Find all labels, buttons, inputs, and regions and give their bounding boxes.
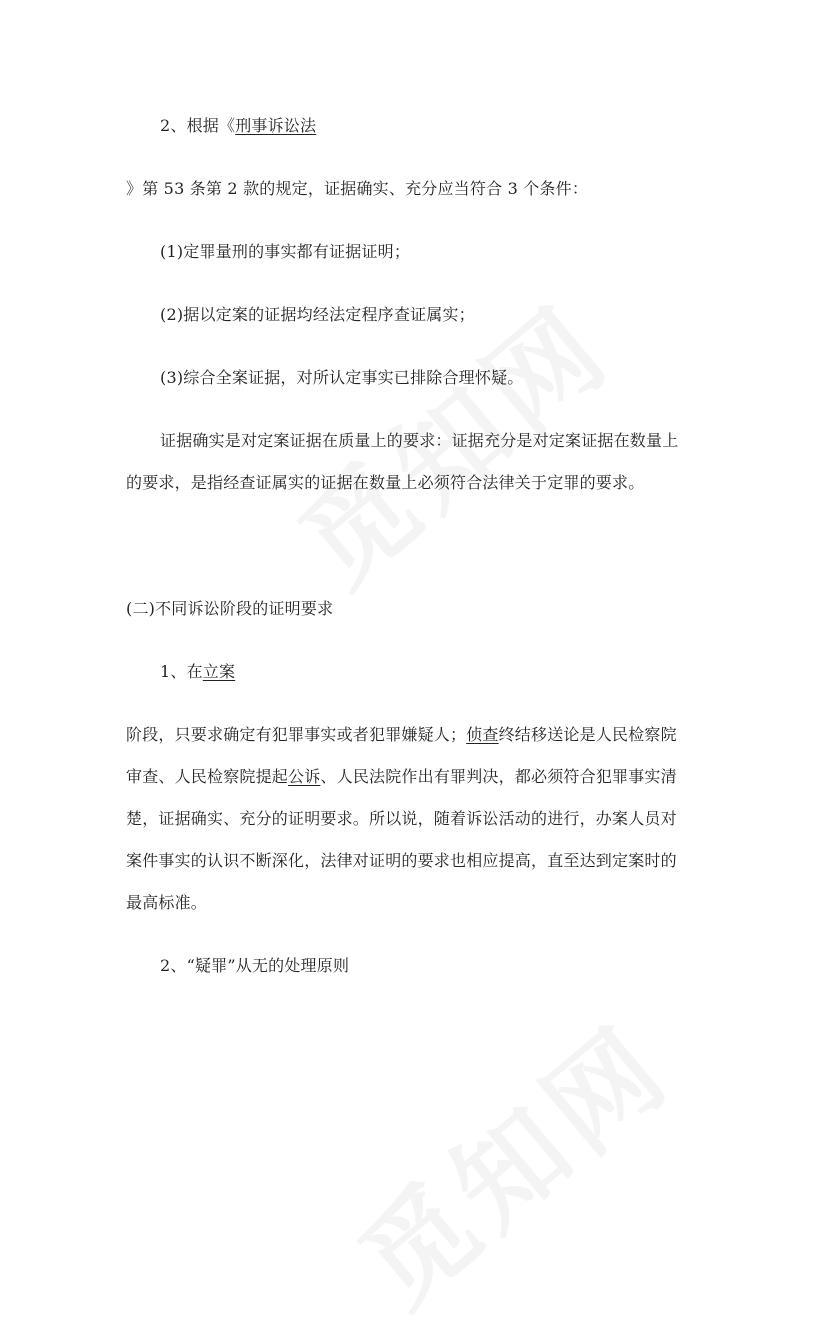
prosecution-link[interactable]: 公诉	[288, 767, 321, 786]
stage-paragraph-line-1	[126, 725, 677, 745]
section-heading: (二)不同诉讼阶段的证明要求	[126, 599, 334, 618]
stage-paragraph-line-5: 最高标准。	[126, 893, 208, 912]
item-2-continuation: 》第 53 条第 2 款的规定，证据确实、充分应当符合 3 个条件：	[126, 179, 589, 198]
stage-1-prefix: 1、在	[160, 662, 203, 681]
filing-case-link[interactable]: 立案	[202, 662, 236, 681]
explanation-line-1: 证据确实是对定案证据在质量上的要求：证据充分是对定案证据在数量上	[160, 431, 679, 450]
stage-l2-a: 审查、人民检察院提起	[126, 767, 289, 786]
criminal-procedure-law-link[interactable]: 刑事诉讼法	[235, 116, 317, 135]
condition-2: (2)据以定案的证据均经法定程序查证属实；	[160, 305, 475, 324]
stage-l1-b: 终结移送论是人民检察院	[498, 725, 677, 744]
condition-3: (3)综合全案证据，对所认定事实已排除合理怀疑。	[160, 368, 524, 387]
condition-1: (1)定罪量刑的事实都有证据证明；	[160, 242, 411, 261]
doubt-principle-heading: 2、“疑罪”从无的处理原则	[160, 956, 350, 975]
item-2-prefix: 2、根据《	[160, 116, 236, 135]
watermark-bottom	[321, 983, 698, 1335]
investigation-link[interactable]: 侦查	[466, 725, 499, 744]
stage-paragraph-line-2	[126, 767, 677, 787]
stage-1-heading	[160, 662, 235, 682]
item-2-heading	[160, 116, 316, 136]
stage-paragraph-line-3: 楚，证据确实、充分的证明要求。所以说，随着诉讼活动的进行，办案人员对	[126, 809, 677, 828]
stage-l1-a: 阶段，只要求确定有犯罪事实或者犯罪嫌疑人；	[126, 725, 467, 744]
stage-paragraph-line-4: 案件事实的认识不断深化，法律对证明的要求也相应提高，直至达到定案时的	[126, 851, 677, 870]
explanation-line-2: 的要求，是指经查证属实的证据在数量上必须符合法律关于定罪的要求。	[126, 473, 645, 492]
stage-l2-b: 、人民法院作出有罪判决，都必须符合犯罪事实清	[320, 767, 677, 786]
